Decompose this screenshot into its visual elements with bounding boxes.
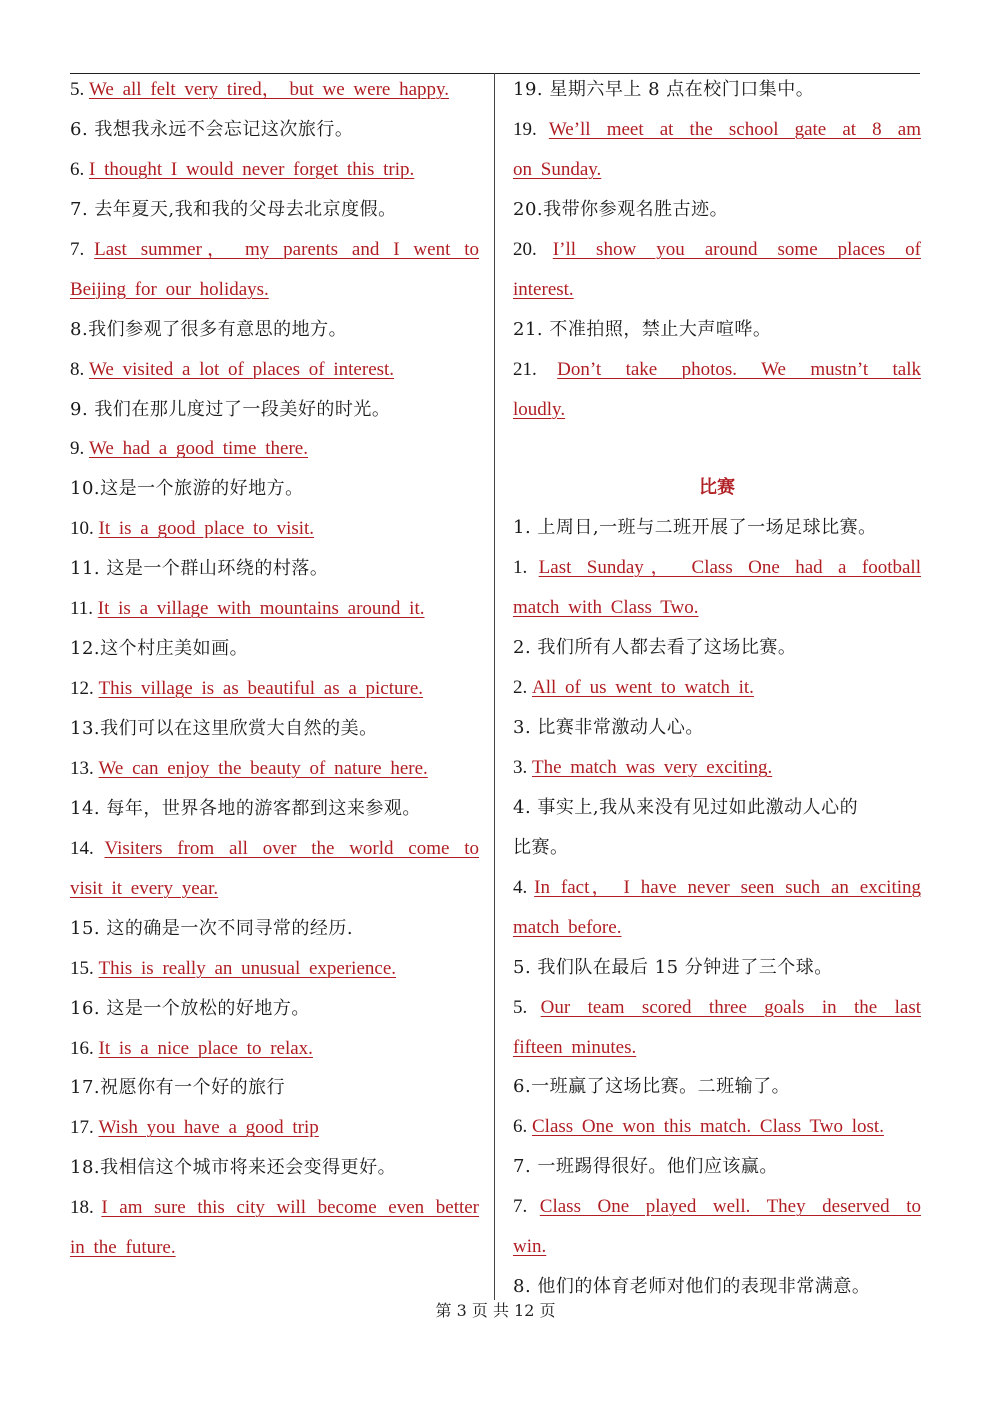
answer-text: Our team scored three goals in the last: [540, 996, 921, 1018]
english-answer: [513, 1111, 921, 1151]
answer-text: on Sunday.: [513, 158, 602, 180]
english-answer: [70, 833, 479, 873]
answer-text: I’ll show you around some places of: [552, 238, 921, 260]
item-number: 11.: [70, 598, 94, 620]
chinese-prompt: 11. 这是一个群山环绕的村落。: [70, 558, 329, 580]
english-answer: [70, 593, 479, 633]
english-answer: [513, 354, 921, 394]
section-heading: 比赛: [699, 477, 735, 499]
item-number: 3.: [513, 756, 528, 778]
answer-text: in the future.: [70, 1237, 176, 1259]
chinese-prompt: 14. 每年，世界各地的游客都到这来参观。: [70, 797, 421, 819]
chinese-prompt: 4. 事实上,我从来没有见过如此激动人心的: [513, 796, 859, 818]
item-number: 4.: [513, 876, 528, 898]
english-answer: [70, 873, 479, 913]
answer-text: interest.: [513, 278, 574, 300]
item-number: 1.: [513, 557, 528, 579]
answer-text: win.: [513, 1236, 547, 1258]
answer-text: All of us went to watch it.: [532, 677, 754, 699]
item-number: 8.: [70, 358, 85, 380]
chinese-prompt: 5. 我们队在最后 15 分钟进了三个球。: [513, 956, 833, 978]
item-number: 17.: [70, 1117, 94, 1139]
chinese-prompt: 17.祝愿你有一个好的旅行: [70, 1077, 286, 1099]
english-answer: [70, 433, 479, 473]
chinese-prompt: 比赛。: [513, 836, 569, 858]
chinese-prompt: 12.这个村庄美如画。: [70, 638, 249, 660]
chinese-prompt: 20.我带你参观名胜古迹。: [513, 198, 729, 220]
english-answer: [513, 394, 921, 434]
item-number: 7.: [70, 238, 85, 260]
english-answer: [513, 154, 921, 194]
answer-text: We had a good time there.: [89, 438, 308, 460]
item-number: 18.: [70, 1197, 94, 1219]
answer-text: We can enjoy the beauty of nature here.: [98, 757, 428, 779]
english-answer: [513, 872, 921, 912]
chinese-prompt: 8. 他们的体育老师对他们的表现非常满意。: [513, 1276, 871, 1298]
item-number: 15.: [70, 957, 94, 979]
answer-text: Beijing for our holidays.: [70, 278, 269, 300]
chinese-prompt: 13.我们可以在这里欣赏大自然的美。: [70, 718, 378, 739]
chinese-prompt: 9. 我们在那儿度过了一段美好的时光。: [70, 398, 391, 420]
chinese-prompt: 18.我相信这个城市将来还会变得更好。: [70, 1157, 397, 1179]
item-number: 14.: [70, 837, 94, 859]
answer-text: visit it every year.: [70, 877, 219, 899]
answer-text: loudly.: [513, 398, 566, 420]
item-number: 2.: [513, 677, 528, 699]
english-answer: [513, 992, 921, 1032]
english-answer: [513, 1191, 921, 1231]
item-number: 5.: [513, 996, 528, 1018]
english-answer: [513, 1032, 921, 1072]
answer-text: It is a village with mountains around it.: [97, 598, 425, 620]
answer-text: match before.: [513, 916, 622, 938]
spacer: [513, 433, 921, 472]
english-answer: [513, 752, 921, 792]
answer-text: Wish you have a good trip: [98, 1117, 319, 1139]
chinese-prompt: 16. 这是一个放松的好地方。: [70, 997, 310, 1019]
answer-text: fifteen minutes.: [513, 1036, 637, 1058]
english-answer: [70, 234, 479, 274]
english-answer: [70, 1112, 479, 1152]
chinese-prompt: 2. 我们所有人都去看了这场比赛。: [513, 637, 797, 659]
item-number: 9.: [70, 438, 85, 460]
answer-text: It is a good place to visit.: [98, 518, 315, 540]
chinese-prompt: 6. 我想我永远不会忘记这次旅行。: [70, 118, 354, 140]
answer-text: This is really an unusual experience.: [98, 957, 397, 979]
chinese-prompt: 7. 一班踢得很好。他们应该赢。: [513, 1156, 778, 1178]
english-answer: [513, 552, 921, 592]
english-answer: [70, 354, 479, 394]
english-answer: [513, 592, 921, 632]
item-number: 20.: [513, 238, 537, 260]
english-answer: [513, 672, 921, 712]
answer-text: Last Sunday， Class One had a football: [538, 557, 921, 579]
left-column: [70, 74, 479, 1272]
english-answer: [70, 74, 479, 114]
answer-text: We all felt very tired， but we were happy.: [89, 79, 450, 100]
english-answer: [513, 274, 921, 314]
answer-text: The match was very exciting.: [532, 756, 773, 778]
chinese-prompt: 6.一班赢了这场比赛。二班输了。: [513, 1076, 791, 1098]
english-answer: [513, 234, 921, 274]
item-number: 12.: [70, 678, 94, 700]
chinese-prompt: 10.这是一个旅游的好地方。: [70, 478, 304, 500]
item-number: 5.: [70, 79, 85, 100]
english-answer: [70, 953, 479, 993]
answer-text: Last summer， my parents and I went to: [94, 238, 479, 260]
item-number: 7.: [513, 1196, 528, 1218]
answer-text: match with Class Two.: [513, 597, 699, 619]
chinese-prompt: 3. 比赛非常激动人心。: [513, 717, 704, 738]
english-answer: [70, 274, 479, 314]
english-answer: [70, 154, 479, 194]
chinese-prompt: 19. 星期六早上 8 点在校门口集中。: [513, 79, 815, 100]
right-column: [513, 74, 921, 1311]
answer-text: We visited a lot of places of interest.: [89, 358, 395, 380]
item-number: 10.: [70, 518, 94, 540]
chinese-prompt: 7. 去年夏天,我和我的父母去北京度假。: [70, 198, 397, 220]
english-answer: [513, 114, 921, 154]
item-number: 13.: [70, 757, 94, 779]
column-divider: [494, 73, 495, 1300]
english-answer: [513, 1231, 921, 1271]
answer-text: I thought I would never forget this trip.: [89, 158, 415, 180]
answer-text: I am sure this city will become even better: [101, 1197, 479, 1219]
english-answer: [513, 912, 921, 952]
chinese-prompt: 1. 上周日,一班与二班开展了一场足球比赛。: [513, 517, 877, 539]
item-number: 21.: [513, 358, 537, 380]
english-answer: [70, 1232, 479, 1272]
item-number: 19.: [513, 118, 537, 140]
answer-text: Class One won this match. Class Two lost.: [532, 1116, 884, 1138]
answer-text: Don’t take photos. We mustn’t talk: [557, 358, 921, 380]
answer-text: This village is as beautiful as a picture.: [98, 678, 424, 700]
answer-text: Class One played well. They deserved to: [539, 1196, 921, 1218]
chinese-prompt: 15. 这的确是一次不同寻常的经历.: [70, 917, 354, 939]
english-answer: [70, 673, 479, 713]
item-number: 16.: [70, 1037, 94, 1059]
item-number: 6.: [70, 158, 85, 180]
answer-text: In fact， I have never seen such an exciting: [534, 876, 921, 898]
item-number: 6.: [513, 1116, 528, 1138]
answer-text: It is a nice place to relax.: [98, 1037, 313, 1059]
english-answer: [70, 753, 479, 793]
answer-text: We’ll meet at the school gate at 8 am: [548, 118, 921, 140]
english-answer: [70, 1033, 479, 1073]
chinese-prompt: 8.我们参观了很多有意思的地方。: [70, 318, 348, 340]
page-footer: 第 3 页 共 12 页: [435, 1301, 556, 1320]
english-answer: [70, 1192, 479, 1232]
english-answer: [70, 513, 479, 553]
chinese-prompt: 21. 不准拍照，禁止大声喧哗。: [513, 318, 772, 340]
answer-text: Visiters from all over the world come to: [104, 837, 479, 859]
